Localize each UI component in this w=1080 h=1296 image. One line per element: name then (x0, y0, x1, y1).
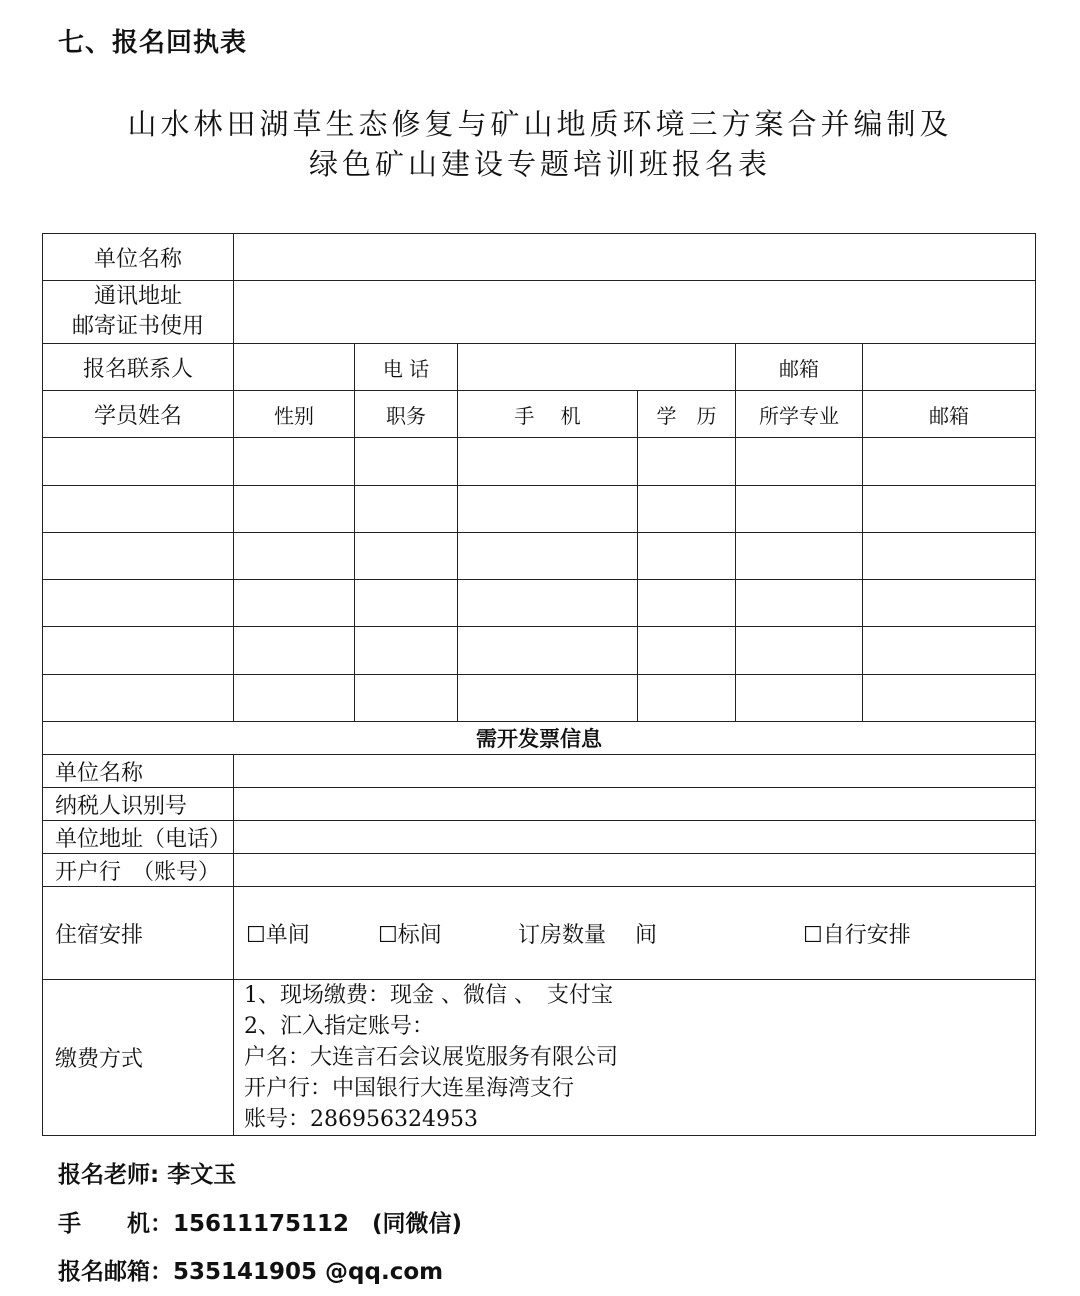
student-cell[interactable] (458, 438, 638, 486)
payment-account-name: 户名：大连言石会议展览服务有限公司 (244, 1045, 619, 1070)
student-cell[interactable] (638, 627, 736, 675)
unit-address-row (43, 821, 1036, 854)
unit-name-label: 单位名称 (43, 234, 234, 281)
student-cell[interactable] (458, 627, 638, 675)
section-heading: 七、报名回执表 (58, 28, 248, 58)
col-gender: 性别 (234, 391, 355, 438)
contact-person-row (43, 344, 1036, 391)
unit-name-row (43, 234, 1036, 281)
student-row (43, 438, 1036, 486)
invoice-unit-field[interactable] (234, 755, 1036, 788)
contact-person-field[interactable] (234, 344, 355, 391)
student-cell[interactable] (863, 486, 1036, 533)
email-field[interactable] (863, 344, 1036, 391)
student-cell[interactable] (458, 486, 638, 533)
student-cell[interactable] (458, 580, 638, 627)
payment-details (234, 980, 1036, 1136)
invoice-unit-label: 单位名称 (43, 755, 234, 788)
payment-line-1: 1、现场缴费：现金 、微信 、 支付宝 (244, 983, 613, 1008)
payment-account-number: 账号：286956324953 (244, 1107, 478, 1132)
form-title-line2: 绿色矿山建设专题培训班报名表 (308, 147, 771, 181)
student-cell[interactable] (234, 533, 355, 580)
lodging-quantity: 订房数量 间 (518, 922, 657, 948)
phone-field[interactable] (458, 344, 736, 391)
student-cell[interactable] (43, 675, 234, 722)
student-cell[interactable] (638, 438, 736, 486)
student-cell[interactable] (736, 627, 863, 675)
student-cell[interactable] (43, 438, 234, 486)
student-cell[interactable] (863, 533, 1036, 580)
lodging-label: 住宿安排 (43, 887, 234, 980)
payment-bank: 开户行：中国银行大连星海湾支行 (244, 1076, 575, 1101)
student-cell[interactable] (43, 580, 234, 627)
col-student-name: 学员姓名 (43, 391, 234, 438)
registration-table (42, 233, 1036, 1136)
student-row (43, 675, 1036, 722)
student-cell[interactable] (458, 533, 638, 580)
student-header-row (43, 391, 1036, 438)
unit-name-field[interactable] (234, 234, 1036, 281)
lodging-row (43, 887, 1036, 980)
payment-label: 缴费方式 (43, 980, 234, 1136)
student-cell[interactable] (43, 627, 234, 675)
email-label: 邮箱 (736, 344, 863, 391)
student-cell[interactable] (863, 675, 1036, 722)
contact-mobile: 手 机：15611175112 (同微信) (58, 1211, 463, 1237)
student-cell[interactable] (736, 533, 863, 580)
contact-person-label: 报名联系人 (43, 344, 234, 391)
lodging-single-checkbox[interactable]: ☐单间 (246, 922, 310, 948)
invoice-banner-row (43, 722, 1036, 755)
contact-email: 报名邮箱：535141905 @qq.com (58, 1259, 444, 1285)
address-field[interactable] (234, 281, 1036, 344)
col-email: 邮箱 (863, 391, 1036, 438)
student-cell[interactable] (234, 675, 355, 722)
lodging-options (234, 887, 1036, 980)
col-major: 所学专业 (736, 391, 863, 438)
student-cell[interactable] (863, 627, 1036, 675)
form-title (0, 104, 1080, 184)
payment-line-2: 2、汇入指定账号： (244, 1014, 434, 1039)
student-cell[interactable] (458, 675, 638, 722)
col-mobile: 手 机 (458, 391, 638, 438)
student-cell[interactable] (863, 580, 1036, 627)
address-label (43, 281, 234, 344)
lodging-standard-checkbox[interactable]: ☐标间 (378, 922, 442, 948)
student-cell[interactable] (355, 533, 458, 580)
student-row (43, 580, 1036, 627)
form-title-line1: 山水林田湖草生态修复与矿山地质环境三方案合并编制及 (127, 107, 953, 141)
student-cell[interactable] (736, 580, 863, 627)
unit-address-field[interactable] (234, 821, 1036, 854)
student-cell[interactable] (736, 486, 863, 533)
student-cell[interactable] (355, 627, 458, 675)
student-cell[interactable] (43, 486, 234, 533)
contact-teacher: 报名老师: 李文玉 (58, 1162, 237, 1188)
invoice-banner: 需开发票信息 (43, 722, 1036, 755)
student-cell[interactable] (638, 533, 736, 580)
student-cell[interactable] (43, 533, 234, 580)
student-cell[interactable] (863, 438, 1036, 486)
student-cell[interactable] (638, 486, 736, 533)
taxpayer-field[interactable] (234, 788, 1036, 821)
student-cell[interactable] (638, 580, 736, 627)
taxpayer-label: 纳税人识别号 (43, 788, 234, 821)
student-cell[interactable] (736, 438, 863, 486)
student-cell[interactable] (736, 675, 863, 722)
bank-field[interactable] (234, 854, 1036, 887)
student-cell[interactable] (355, 486, 458, 533)
address-label-line2: 邮寄证书使用 (71, 314, 204, 339)
student-cell[interactable] (234, 486, 355, 533)
student-cell[interactable] (355, 675, 458, 722)
unit-address-label: 单位地址（电话） (43, 821, 234, 854)
student-row (43, 533, 1036, 580)
taxpayer-row (43, 788, 1036, 821)
student-row (43, 627, 1036, 675)
student-row (43, 486, 1036, 533)
col-education: 学 历 (638, 391, 736, 438)
bank-row (43, 854, 1036, 887)
student-cell[interactable] (355, 580, 458, 627)
lodging-self-checkbox[interactable]: ☐自行安排 (803, 922, 911, 948)
student-cell[interactable] (234, 627, 355, 675)
phone-label: 电 话 (355, 344, 458, 391)
student-cell[interactable] (234, 580, 355, 627)
payment-row (43, 980, 1036, 1136)
col-position: 职务 (355, 391, 458, 438)
student-cell[interactable] (234, 438, 355, 486)
student-cell[interactable] (355, 438, 458, 486)
address-label-line1: 通讯地址 (93, 284, 182, 309)
invoice-unit-row (43, 755, 1036, 788)
address-row (43, 281, 1036, 344)
bank-label: 开户行 （账号） (43, 854, 234, 887)
student-cell[interactable] (638, 675, 736, 722)
